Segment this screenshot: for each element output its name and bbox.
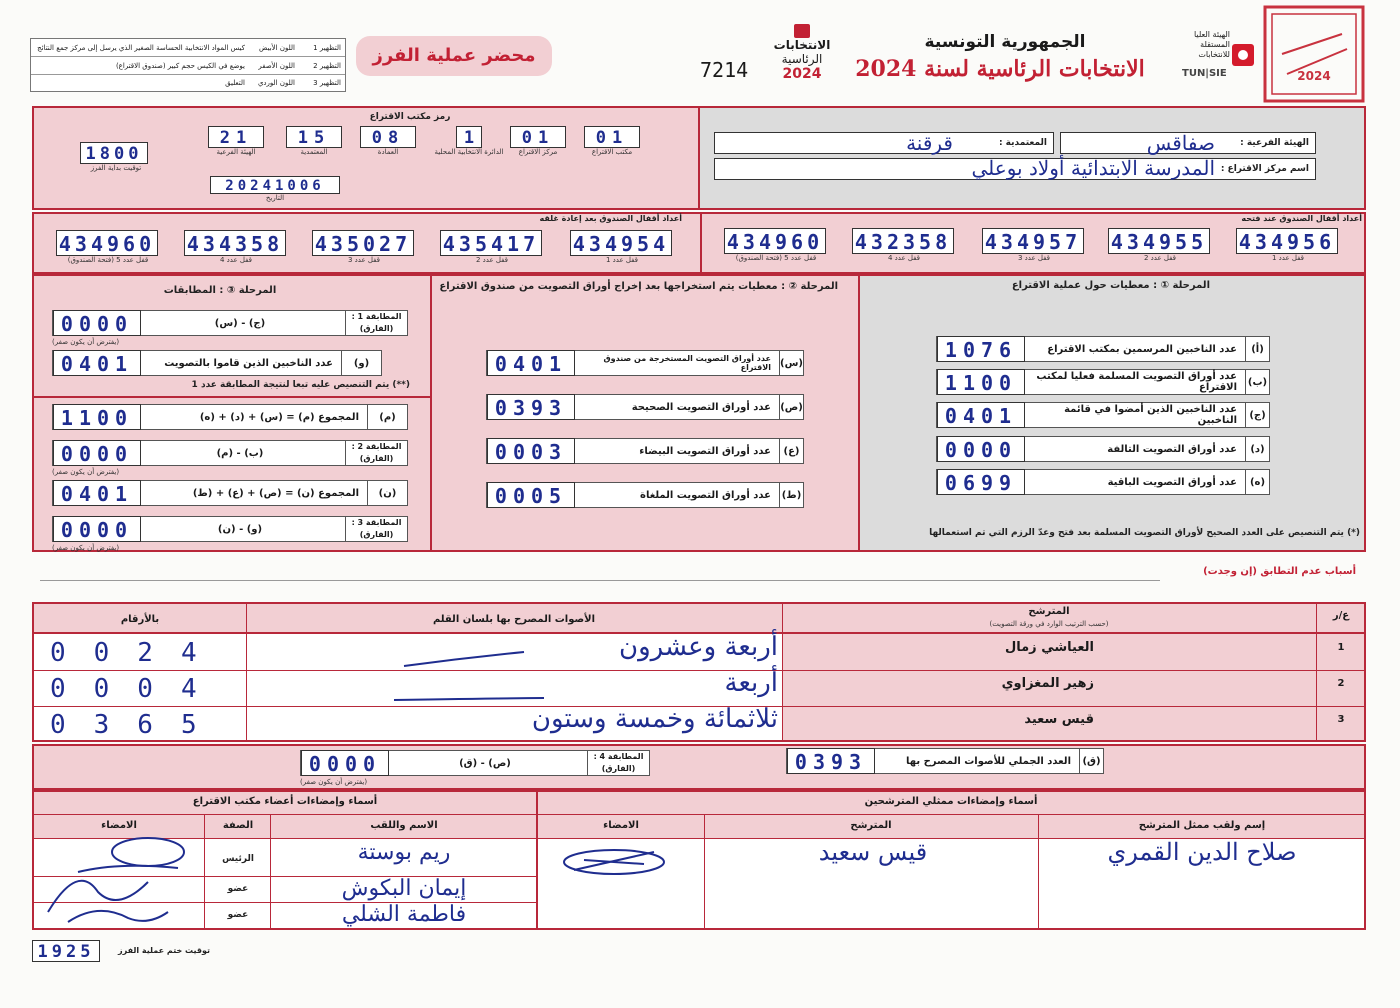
lock-digits (1236, 228, 1340, 254)
code-label: المعتمدية (300, 148, 328, 156)
locks-after-close (56, 230, 686, 270)
members-col-name: الاسم واللقب (370, 820, 438, 831)
tunisia-flag-icon (1232, 44, 1254, 66)
center-field[interactable] (714, 158, 1316, 180)
center-value: المدرسة الابتدائية أولاد بوعلي (971, 156, 1215, 180)
row-value: 0000 (301, 750, 389, 776)
col-border (270, 814, 271, 928)
result-num: 2 (1337, 678, 1345, 689)
zero-note: (يفترض أن يكون صفر) (52, 468, 120, 476)
row-digits (937, 336, 1027, 362)
reps-col-signature: الامضاء (603, 820, 639, 831)
row-letter: (ه) (1245, 470, 1269, 494)
totals-section (32, 744, 1366, 790)
matching-row-3[interactable] (52, 516, 408, 542)
row-letter: (ق) (1079, 749, 1103, 773)
lock-field[interactable] (1236, 228, 1340, 262)
col-border (782, 604, 783, 740)
lock-field[interactable] (982, 228, 1086, 262)
result-candidate-name: قيس سعيد (1024, 712, 1094, 727)
row-label: المجموع (م) = (س) + (د) + (ه) (199, 411, 359, 423)
code-digits (510, 126, 566, 148)
code-digits (208, 126, 264, 148)
delegation-value: قرقنة (906, 131, 953, 155)
ballot-box-icon (794, 24, 810, 38)
end-time-label: توقيت ختم عملية الفرز (118, 946, 210, 955)
branch-field[interactable] (1060, 132, 1316, 154)
code-center[interactable] (510, 126, 566, 156)
row-value: 1100 (937, 369, 1025, 395)
voting-row-delivered[interactable] (936, 369, 1270, 395)
ballots-row-cancelled[interactable] (486, 482, 804, 508)
start-time-label: توقيت بداية الفرز (90, 164, 142, 172)
date-value: 20241006 (210, 176, 340, 194)
code-digits (584, 126, 640, 148)
row-value: 0000 (937, 436, 1025, 462)
locks-at-open (724, 228, 1354, 268)
row-digits (937, 469, 1027, 495)
stage-voting-note: (*) يتم التنصيص على العدد الصحيح لأوراق التصويت المسلمة بعد فتح وعدّ الرزم التي تم استعمالها (929, 528, 1360, 538)
legend-row (31, 75, 345, 92)
start-time-digits (80, 142, 152, 164)
start-time-field[interactable] (80, 142, 152, 172)
voting-row-damaged[interactable] (936, 436, 1270, 462)
pen-strokes (394, 648, 544, 708)
legend-desc: كيس المواد الانتخابية الحساسة الصغير الذي يرسل إلى مركز جمع النتائج (37, 44, 245, 52)
voting-row-remaining[interactable] (936, 469, 1270, 495)
results-col-digits: بالأرقام (120, 614, 160, 625)
row-letter: (ن) (367, 481, 407, 505)
col-border (204, 814, 205, 928)
logo-year: 2024 (782, 66, 822, 82)
row-value: 0699 (937, 469, 1025, 495)
ballots-row-blank[interactable] (486, 438, 804, 464)
result-candidate-name: زهير المغزاوي (1001, 676, 1094, 691)
legend-item: التظهير 1 (313, 44, 341, 52)
col-border (246, 604, 247, 740)
official-stamp-icon (1262, 4, 1366, 104)
results-col-candidate-sub: (حسب الترتيب الوارد في ورقة التصويت) (989, 620, 1109, 628)
lock-value: 434960 (56, 230, 158, 256)
lock-label: قفل عدد 2 (1143, 254, 1177, 262)
row-value: 0401 (53, 350, 141, 376)
legend-color: اللون الوردي (257, 79, 295, 87)
row-letter: (ب) (1245, 370, 1269, 394)
document-number: 7214 (700, 58, 749, 82)
member-name[interactable]: فاطمة الشلي (341, 902, 467, 927)
row-label: عدد أوراق التصويت البيضاء (639, 445, 771, 457)
code-label: مركز الاقتراع (518, 148, 558, 156)
legend-row (31, 57, 345, 75)
lock-label: قفل عدد 1 (605, 256, 639, 264)
row-digits (487, 482, 577, 508)
legend-desc: يوضع في الكيس حجم كبير (صندوق الاقتراع) (115, 62, 245, 70)
row-letter: (ج) (1245, 403, 1269, 427)
delegation-field[interactable] (714, 132, 1054, 154)
ballots-row-extracted[interactable] (486, 350, 804, 376)
codes-title: رمز مكتب الاقتراع (369, 112, 451, 122)
matching-row-4[interactable] (300, 750, 650, 776)
lock-field[interactable] (312, 230, 416, 264)
row-value: 0000 (53, 440, 141, 466)
row-letter: المطابقة 2 : (الفارق) (345, 441, 407, 465)
row-label: العدد الجملي للأصوات المصرح بها (906, 755, 1071, 767)
reps-col-name: إسم ولقب ممثل المترشح (1138, 820, 1266, 831)
member-role: الرئيس (222, 854, 254, 864)
lock-label: قفل عدد 4 (219, 256, 253, 264)
row-label: عدد أوراق التصويت المسلمة فعليا لمكتب الاقتراع (1036, 371, 1237, 393)
row-value: 0401 (487, 350, 575, 376)
result-digits[interactable]: 0365 (50, 710, 225, 740)
lock-digits (724, 228, 828, 254)
code-value: 1 (456, 126, 482, 148)
row-value: 1100 (53, 404, 141, 430)
member-name[interactable]: ريم بوستة (357, 840, 451, 865)
row-digits (301, 750, 391, 776)
members-col-role: الصفة (222, 820, 254, 831)
row-value: 0393 (487, 394, 575, 420)
row-letter: (ص) (779, 395, 803, 419)
zero-note: (يفترض أن يكون صفر) (52, 544, 120, 552)
col-border (1316, 604, 1317, 740)
voting-row-registered[interactable] (936, 336, 1270, 362)
result-num: 3 (1337, 714, 1345, 725)
row-letter: (ع) (779, 439, 803, 463)
row-value: 0000 (53, 516, 141, 542)
row-digits (53, 404, 143, 430)
row-label: عدد الناخبين المرسمين بمكتب الاقتراع (1047, 343, 1237, 355)
zero-note: (يفترض أن يكون صفر) (300, 778, 368, 786)
lock-digits (982, 228, 1086, 254)
lock-value: 432358 (852, 228, 954, 254)
legend-item: التظهير 2 (313, 62, 341, 70)
lock-field[interactable] (184, 230, 288, 264)
reps-title: أسماء وإمضاءات ممثلي المترشحين (864, 796, 1038, 807)
matching-row-2[interactable] (52, 440, 408, 466)
result-words[interactable]: ثلاثمائة وخمسة وستون (531, 704, 778, 734)
row-formula: (ص) - (ق) (459, 757, 511, 769)
row-label: عدد أوراق التصويت الصحيحة (631, 401, 771, 413)
election-logo (770, 24, 834, 96)
row-value: 0401 (937, 402, 1025, 428)
branch-label: الهيئة الفرعية : (1240, 138, 1309, 148)
member-name[interactable]: إيمان البكوش (341, 876, 467, 901)
rep-signature-icon (554, 842, 674, 882)
row-value: 0005 (487, 482, 575, 508)
row-value: 1076 (937, 336, 1025, 362)
signatures-section (32, 790, 1366, 930)
row-letter: (أ) (1245, 337, 1269, 361)
member-role: عضو (227, 884, 249, 894)
isie-abbr: TUN|SIE (1182, 68, 1227, 79)
end-time-value: 1925 (32, 940, 100, 962)
row-value: 0000 (53, 310, 141, 336)
discrepancy-label: أسباب عدم التطابق (إن وجدت) (1203, 566, 1356, 577)
result-candidate-name: العياشي زمال (1004, 640, 1094, 655)
row-label: عدد أوراق التصويت الملغاة (640, 489, 771, 501)
lock-digits (312, 230, 416, 256)
row-letter: (و) (341, 351, 381, 375)
code-label: العمادة (377, 148, 399, 156)
ballots-row-valid[interactable] (486, 394, 804, 420)
code-branch[interactable] (208, 126, 264, 156)
start-time-value: 1800 (80, 142, 148, 164)
legend-color: اللون الأصفر (258, 62, 295, 70)
row-formula: (ج) - (س) (214, 317, 266, 329)
logo-text-top: الانتخابات (773, 38, 831, 52)
lock-field[interactable] (440, 230, 544, 264)
result-digits[interactable]: 0004 (50, 674, 225, 704)
lock-value: 434954 (570, 230, 672, 256)
matching-row-1[interactable] (52, 310, 408, 336)
row-letter: (س) (779, 351, 803, 375)
row-digits (937, 402, 1027, 428)
matching-row-sum-n[interactable] (52, 480, 408, 506)
row-digits (53, 310, 143, 336)
lock-field[interactable] (724, 228, 828, 262)
legend-row (31, 39, 345, 57)
lock-field[interactable] (852, 228, 956, 262)
zero-note: (يفترض أن يكون صفر) (52, 338, 120, 346)
voters-note: (**) يتم التنصيص عليه تبعا لنتيجة المطابقة عدد 1 (191, 380, 410, 390)
lock-value: 434960 (724, 228, 826, 254)
delegation-label: المعتمدية : (998, 138, 1047, 148)
row-digits (53, 480, 143, 506)
col-border (704, 814, 705, 928)
header (0, 0, 1400, 104)
lock-value: 434955 (1108, 228, 1210, 254)
result-num: 1 (1337, 642, 1345, 653)
members-title: أسماء وإمضاءات أعضاء مكتب الاقتراع (192, 796, 378, 807)
code-digits (434, 126, 504, 148)
col-border (1038, 814, 1039, 928)
code-delegation[interactable] (286, 126, 342, 156)
row-letter: المطابقة 3 : (الفارق) (345, 517, 407, 541)
lock-value: 434957 (982, 228, 1084, 254)
lock-digits (56, 230, 160, 256)
locks-open-title: أعداد أقفال الصندوق عند فتحه (1241, 214, 1362, 223)
row-label: عدد أوراق التصويت المستخرجة من صندوق الاقتراع (603, 354, 771, 372)
rep-candidate[interactable]: قيس سعيد (818, 838, 928, 866)
code-label: مكتب الاقتراع (591, 148, 633, 156)
row-letter: (ط) (779, 483, 803, 507)
locks-close-title: أعداد أقفال الصندوق بعد إعادة غلقه (539, 214, 682, 223)
lock-digits (570, 230, 674, 256)
row-letter: (د) (1245, 437, 1269, 461)
stage-ballots-title: المرحلة ② : معطيات يتم استخراجها بعد إخراج أوراق التصويت من صندوق الاقتراع (439, 281, 838, 292)
document-title: محضر عملية الفرز (356, 36, 552, 76)
code-station[interactable] (584, 126, 640, 156)
code-value: 15 (286, 126, 342, 148)
lock-field[interactable] (1108, 228, 1212, 262)
row-label: عدد أوراق التصويت الباقية (1107, 476, 1237, 488)
stage-voting-title: المرحلة ① : معطيات حول عملية الاقتراع (1011, 280, 1210, 291)
lock-value: 435027 (312, 230, 414, 256)
member-role: عضو (227, 910, 249, 920)
row-digits (937, 369, 1027, 395)
codes-row (208, 126, 638, 174)
code-value: 01 (584, 126, 640, 148)
col-border (536, 792, 538, 928)
matching-row-voters[interactable] (52, 350, 382, 376)
legend-desc: التعليق (225, 79, 245, 87)
code-value: 21 (208, 126, 264, 148)
svg-text:2024: 2024 (1297, 69, 1331, 83)
lock-field[interactable] (570, 230, 674, 264)
code-label: الهيئة الفرعية (216, 148, 256, 156)
row-digits (487, 350, 577, 376)
row-digits (787, 748, 877, 774)
lock-label: قفل عدد 1 (1271, 254, 1305, 262)
legend-color: اللون الأبيض (259, 44, 295, 52)
members-col-signature: الامضاء (101, 820, 137, 831)
row-letter: (م) (367, 405, 407, 429)
member-signatures-icon (38, 822, 204, 928)
lock-label: قفل عدد 3 (1017, 254, 1051, 262)
row-formula: (و) - (ن) (217, 523, 263, 535)
row-formula: (ب) - (م) (216, 447, 264, 459)
row-digits (487, 438, 577, 464)
lock-label: قفل عدد 5 (فتحة الصندوق) (735, 254, 817, 262)
code-value: 08 (360, 126, 416, 148)
code-digits (360, 126, 416, 148)
isie-logo (1180, 28, 1260, 98)
lock-label: قفل عدد 4 (887, 254, 921, 262)
lock-digits (440, 230, 544, 256)
row-digits (487, 394, 577, 420)
row-label: عدد الناخبين الذين أمضوا في قائمة الناخبين (1064, 404, 1237, 426)
row-digits (53, 440, 143, 466)
voting-row-signed[interactable] (936, 402, 1270, 428)
date-field[interactable] (210, 176, 340, 202)
locks-divider (700, 212, 702, 274)
row-label: عدد أوراق التصويت التالفة (1107, 443, 1237, 455)
matching-divider (32, 396, 432, 398)
code-value: 01 (510, 126, 566, 148)
code-constituency[interactable] (434, 126, 504, 156)
results-col-candidate: المترشح (1028, 606, 1070, 617)
isie-name: الهيئة العليا المستقلة للانتخابات (1193, 30, 1230, 59)
row-value: 0393 (787, 748, 875, 774)
row-digits (53, 350, 143, 376)
row-digits (53, 516, 143, 542)
matching-row-sum-m[interactable] (52, 404, 408, 430)
date-digits (210, 176, 340, 194)
election-title: الانتخابات الرئاسية لسنة 2024 (855, 56, 1145, 82)
row-value: 0003 (487, 438, 575, 464)
total-votes-row[interactable] (786, 748, 1104, 774)
branch-value: صفاقس (1146, 131, 1215, 155)
rep-name[interactable]: صلاح الدين القمري (1107, 838, 1297, 866)
lock-digits (1108, 228, 1212, 254)
lock-field[interactable] (56, 230, 160, 264)
end-time-digits (32, 940, 102, 962)
result-digits[interactable]: 0024 (50, 638, 225, 668)
legend-item: التظهير 3 (313, 79, 341, 87)
center-label: اسم مركز الاقتراع : (1220, 164, 1309, 174)
row-label: عدد الناخبين الذين قاموا بالتصويت (164, 357, 333, 369)
row-value: 0401 (53, 480, 141, 506)
row-border (34, 814, 1364, 815)
results-table (32, 602, 1366, 742)
row-digits (937, 436, 1027, 462)
copies-legend (30, 38, 346, 92)
lock-digits (184, 230, 288, 256)
code-digits (286, 126, 342, 148)
row-letter: المطابقة 1 : (الفارق) (345, 311, 407, 335)
lock-label: قفل عدد 3 (347, 256, 381, 264)
lock-label: قفل عدد 5 (فتحة الصندوق) (67, 256, 149, 264)
republic-title: الجمهورية التونسية (924, 32, 1086, 52)
reps-col-candidate: المترشح (850, 820, 892, 831)
result-words[interactable]: أربعة وعشرون (618, 632, 778, 662)
row-letter: المطابقة 4 : (الفارق) (587, 751, 649, 775)
results-col-words: الأصوات المصرح بها بلسان القلم (432, 614, 596, 625)
logo-text-mid: الرئاسية (781, 52, 823, 66)
end-time-field[interactable] (32, 940, 102, 962)
lock-value: 434358 (184, 230, 286, 256)
date-label: التاريخ (265, 194, 285, 202)
code-imada[interactable] (360, 126, 416, 156)
lock-value: 435417 (440, 230, 542, 256)
lock-digits (852, 228, 956, 254)
lock-label: قفل عدد 2 (475, 256, 509, 264)
code-label: الدائرة الانتخابية المحلية (434, 148, 504, 156)
result-words[interactable]: أربعة (724, 668, 778, 698)
stage-matching-title: المرحلة ③ : المطابقات (163, 285, 277, 296)
results-col-num: ع/ر (1332, 610, 1350, 621)
lock-value: 434956 (1236, 228, 1338, 254)
discrepancy-line[interactable] (40, 580, 1160, 581)
row-label: المجموع (ن) = (ص) + (ع) + (ط) (192, 487, 359, 499)
